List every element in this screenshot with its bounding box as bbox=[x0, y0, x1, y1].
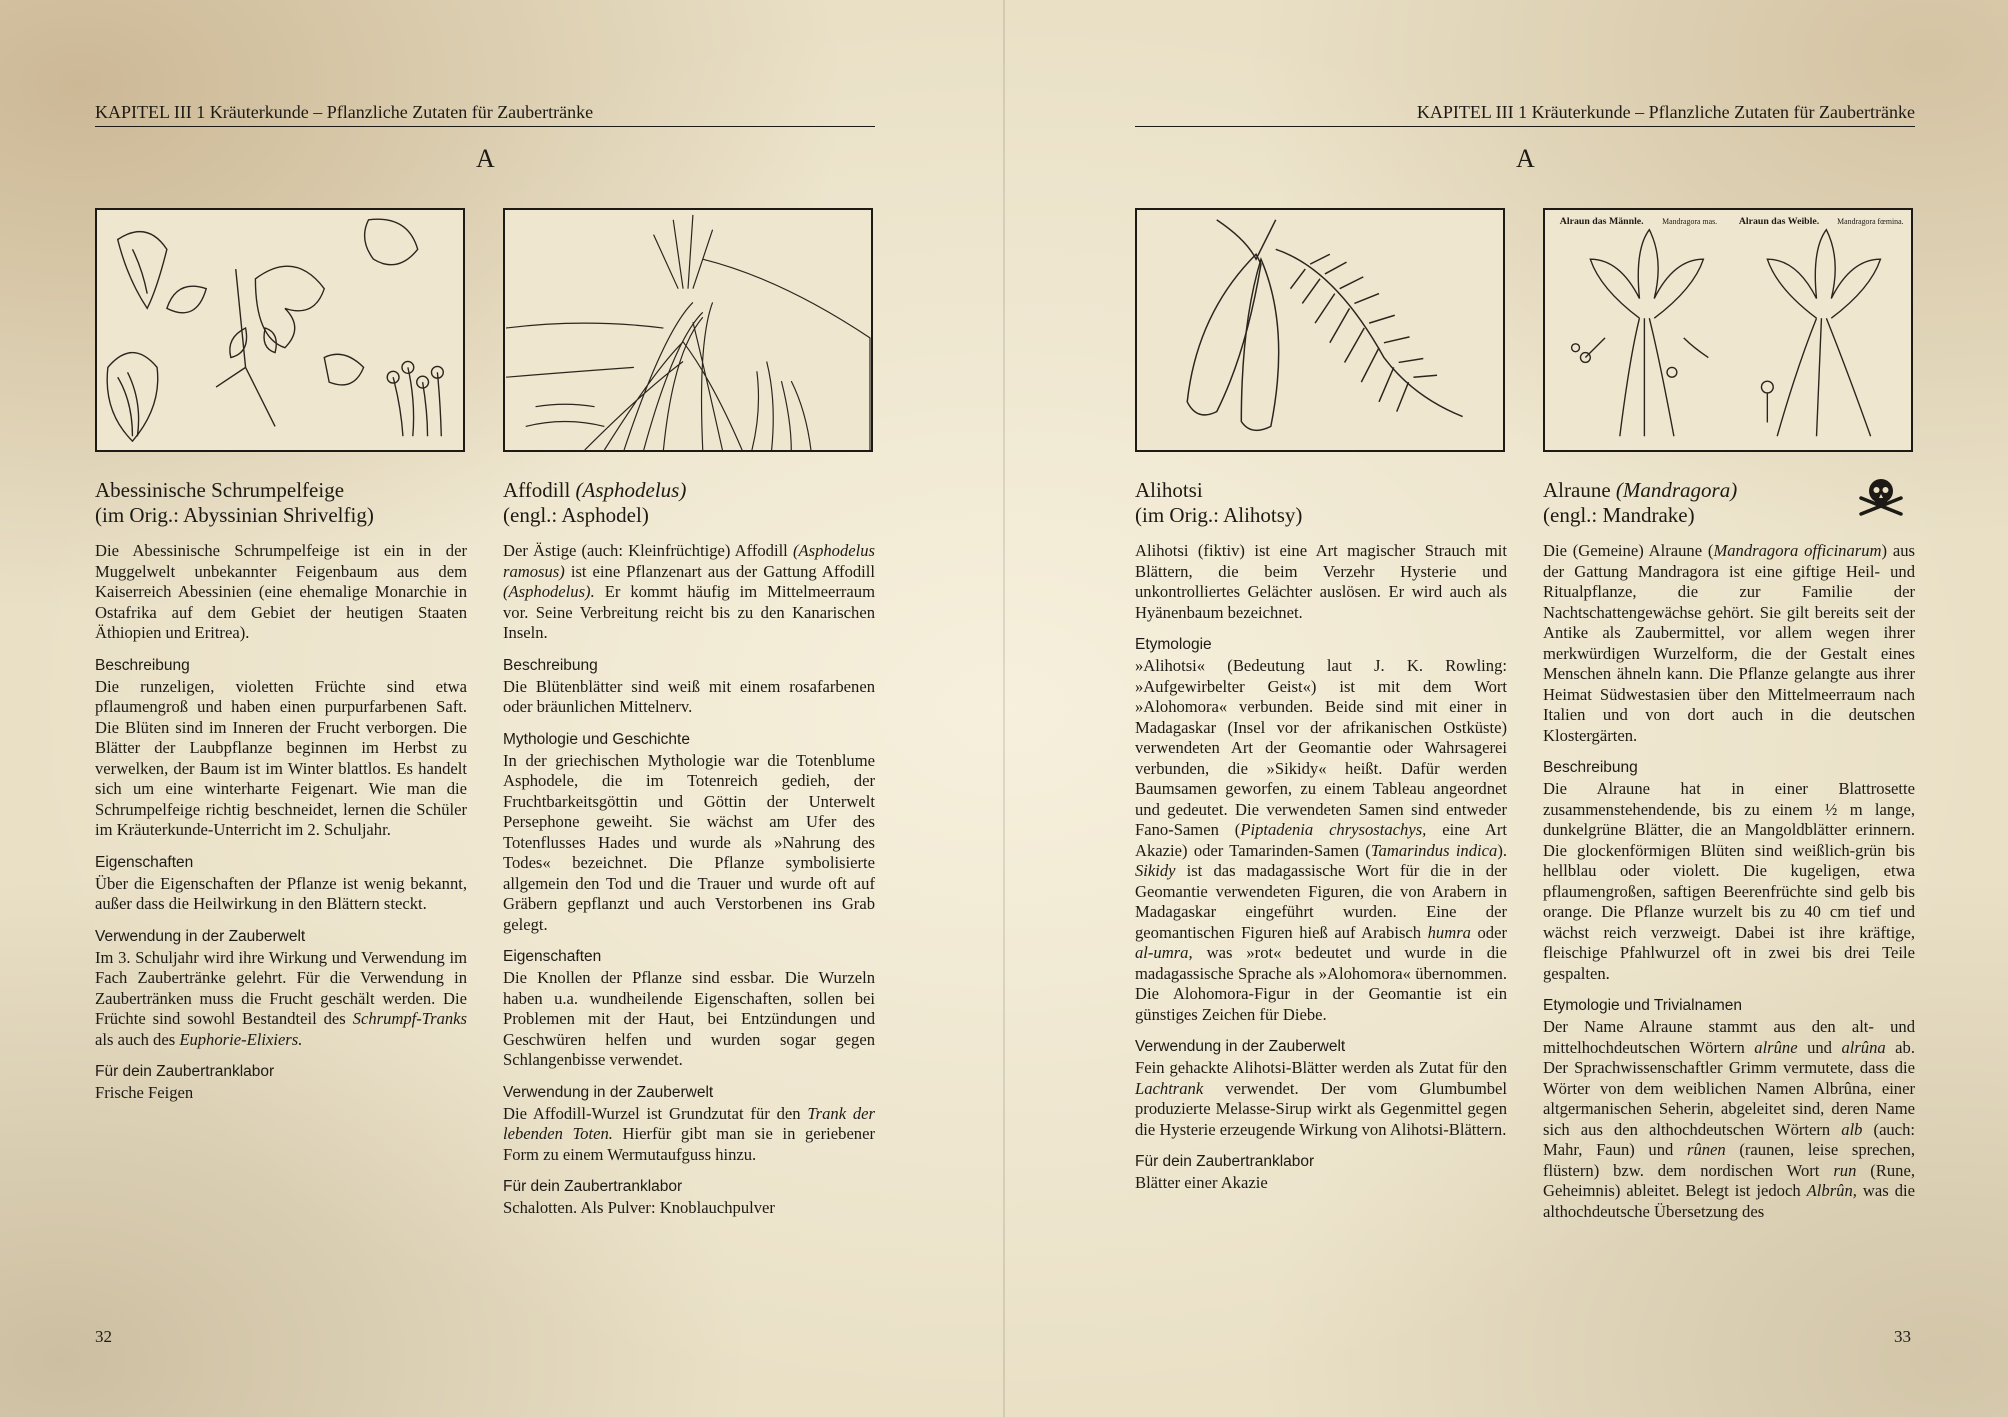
heading-labor: Für dein Zaubertranklabor bbox=[503, 1178, 683, 1195]
entry-intro: Die Abessinische Schrumpelfeige ist ein in der Muggelwelt unbekannter Feigenbaum aus dem Kaiserreich Abessinien (eine ehemalige Monarchie in Ostafrika auf dem Gebiet der heutigen Staaten Äthiopien und Eritrea). bbox=[95, 541, 467, 642]
entry-intro: Der Ästige (auch: Kleinfrüchtige) Affodill (Asphodelus ramosus) ist eine Pflanzenart aus der Gattung Affodill (Asphodelus). Er kommt häufig im Mittelmeerraum vor. Seine Verbreitung reicht bis zu den Kanarischen Inseln. bbox=[503, 541, 875, 642]
page-number-right: 33 bbox=[1894, 1327, 1911, 1346]
running-head-left: KAPITEL III 1 Kräuterkunde – Pflanzliche Zutaten für Zaubertränke bbox=[95, 100, 875, 127]
text-labor: Blätter einer Akazie bbox=[1135, 1173, 1268, 1192]
running-head-right: KAPITEL III 1 Kräuterkunde – Pflanzliche Zutaten für Zaubertränke bbox=[1135, 100, 1915, 127]
heading-verwendung: Verwendung in der Zauberwelt bbox=[503, 1083, 714, 1101]
figure-shrivelfig bbox=[95, 208, 465, 452]
entry-subtitle: (im Orig.: Alihotsy) bbox=[1135, 503, 1303, 527]
fig-pod-drawing bbox=[1137, 210, 1503, 450]
entry-affodill bbox=[503, 478, 875, 1219]
heading-etymologie: Etymologie bbox=[1135, 636, 1212, 653]
heading-labor: Für dein Zaubertranklabor bbox=[1135, 1153, 1315, 1170]
entry-title: Affodill (Asphodelus) bbox=[503, 478, 687, 502]
entry-subtitle: (engl.: Mandrake) bbox=[1543, 503, 1695, 527]
text-beschreibung: Die Alraune hat in einer Blattrosette zusammenstehendende, bis zu einem ½ m lange, dunkelgrüne Blätter, die an Mangoldblätter erinnern. Die glockenförmigen Blüten sind weißlich-grün bis hellblau oder violett. Die kugeligen, etwa pflaumengroßen, saftigen Beerenfrüchte sind gelb bis orange. Die Pflanze wurzelt bis zu 40 cm tief und wächst reich verzweigt. Dabei ist ihre kräftige, fleischige Pfahlwurzel oft in zwei bis drei Teile gespalten. bbox=[1543, 779, 1915, 983]
heading-etymologie: Etymologie und Trivialnamen bbox=[1543, 997, 1743, 1014]
section-letter-left: A bbox=[476, 144, 495, 173]
text-labor: Frische Feigen bbox=[95, 1083, 194, 1102]
fig-branch-drawing bbox=[97, 210, 463, 450]
skull-crossbones-icon bbox=[1855, 474, 1907, 520]
text-mythologie: In der griechischen Mythologie war die Totenblume Asphodele, die im Totenreich gedieh, der Fruchtbarkeitsgöttin und Göttin der Unterwelt Persephone geweiht. Sie wächst am Ufer des Totenflusses Hades und wurde als »Nahrung des Todes« bezeichnet. Die Pflanze symbolisierte allgemein den Tod und die Trauer und wurde oft auf Gräbern gepflanzt und auch Verstorbenen ins Grab gelegt. bbox=[503, 750, 875, 934]
heading-eigenschaften: Eigenschaften bbox=[95, 853, 194, 871]
text-beschreibung: Die runzeligen, violetten Früchte sind etwa pflaumengroß und haben einen purpurfarbenen Saft. Die Blüten sind im Inneren der Frucht verborgen. Die Blätter der Laubpflanze beginnen im Herbst zu verwelken, der Baum ist im Winter blattlos. Es handelt sich um eine winterharte Feigenart. Wie man die Schrumpelfeige richtig beschneidet, lernen die Schüler im Kräuterkunde-Unterricht im 2. Schuljahr. bbox=[95, 676, 467, 839]
fig-label-female: Alraun das Weible. bbox=[1738, 215, 1820, 227]
heading-beschreibung: Beschreibung bbox=[95, 656, 190, 674]
text-etymologie: Der Name Alraune stammt aus den alt- und mittelhochdeutschen Wörtern alrûne und alrûna ab. Der Sprachwissenschaftler Grimm vermutete, dass die Wörter von dem weiblichen Namen Albrûna, einer altgermanischen Seherin, abgeleitet sind, deren Name sich aus den althochdeutschen Wörtern alb (auch: Mahr, Faun) und rûnen (raunen, leise sprechen, flüstern) bzw. dem nordischen Wort run (Rune, Geheimnis) ableitet. Belegt ist jedoch Albrûn, was die althochdeutsche Übersetzung des bbox=[1543, 1017, 1915, 1221]
heading-eigenschaften: Eigenschaften bbox=[503, 948, 602, 965]
fig-label-male-latin: Mandragora mas. bbox=[1662, 216, 1718, 226]
fig-landscape-drawing bbox=[505, 210, 871, 450]
figure-asphodel bbox=[503, 208, 873, 452]
text-verwendung: Im 3. Schuljahr wird ihre Wirkung und Verwendung im Fach Zaubertränke gelehrt. Für die Verwendung in Zaubertränken muss die Frucht geschält werden. Die Früchte sind sowohl Bestandteil des Schrumpf-Tranks als auch des Euphorie-Elixiers. bbox=[95, 947, 467, 1049]
text-verwendung: Die Affodill-Wurzel ist Grundzutat für den Trank der lebenden Toten. Hierfür gibt man sie in geriebener Form zu einem Wermutaufguss hinzu. bbox=[503, 1103, 875, 1164]
entry-abessinische-schrumpelfeige bbox=[95, 478, 467, 1104]
heading-beschreibung: Beschreibung bbox=[503, 656, 598, 674]
heading-verwendung: Verwendung in der Zauberwelt bbox=[1135, 1038, 1346, 1055]
heading-mythologie: Mythologie und Geschichte bbox=[503, 730, 690, 748]
entry-subtitle: (engl.: Asphodel) bbox=[503, 503, 649, 527]
entry-alihotsi bbox=[1135, 478, 1507, 1194]
fig-mandrake-drawing bbox=[1545, 210, 1911, 450]
heading-labor: Für dein Zaubertranklabor bbox=[95, 1063, 275, 1080]
text-beschreibung: Die Blütenblätter sind weiß mit einem rosafarbenen oder bräunlichen Mittelnerv. bbox=[503, 676, 875, 716]
heading-verwendung: Verwendung in der Zauberwelt bbox=[95, 927, 306, 945]
entry-intro: Die (Gemeine) Alraune (Mandragora officinarum) aus der Gattung Mandragora ist eine giftige Heil- und Ritualpflanze, die zur Familie der Nachtschattengewächse gehört. Sie gilt bereits seit der Antike als Zaubermittel, vor allem wegen ihrer merkwürdigen Wurzelform, die der Gestalt eines Menschen ähneln kann. Die Pflanze gelangte aus ihrer Heimat Südwestasien über den Mittelmeerraum nach Italien und von dort auch in die deutschen Klostergärten. bbox=[1543, 541, 1915, 745]
figure-alihotsi bbox=[1135, 208, 1505, 452]
page-gutter bbox=[1003, 0, 1005, 1417]
entry-title: Alihotsi bbox=[1135, 478, 1203, 502]
entry-alraune bbox=[1543, 478, 1915, 1222]
entry-title: Abessinische Schrumpelfeige bbox=[95, 478, 345, 502]
page-number-left: 32 bbox=[95, 1327, 112, 1346]
entry-subtitle: (im Orig.: Abyssinian Shrivelfig) bbox=[95, 503, 374, 527]
fig-label-male: Alraun das Männle. bbox=[1559, 215, 1644, 227]
text-eigenschaften: Die Knollen der Pflanze sind essbar. Die Wurzeln haben u.a. wundheilende Eigenschaften, sollen bei Problemen mit der Haut, bei Entzündungen und Geschwüren helfen und wurden sogar gegen Schlangenbisse verwendet. bbox=[503, 968, 875, 1069]
text-verwendung: Fein gehackte Alihotsi-Blätter werden als Zutat für den Lachtrank verwendet. Der vom Glumbumbel produzierte Melasse-Sirup wirkt als Gegenmittel gegen die Hysterie erzeugende Wirkung von Alihotsi-Blättern. bbox=[1135, 1058, 1507, 1139]
section-letter-right: A bbox=[1516, 144, 1535, 173]
fig-label-female-latin: Mandragora fœmina. bbox=[1837, 216, 1904, 226]
entry-title: Alraune (Mandragora) bbox=[1543, 478, 1738, 502]
heading-beschreibung: Beschreibung bbox=[1543, 759, 1638, 776]
text-etymologie: »Alihotsi« (Bedeutung laut J. K. Rowling: »Aufgewirbelter Geist«) ist mit dem Wort »Alohomora« verbunden. Beide sind mit einer in Madagaskar (Insel vor der afrikanischen Ostküste) verwendeten Art der Geomantie oder Wahrsagerei verbunden, die »Sikidy« heißt. Dafür werden Baumsamen geworfen, zu einem Tableau angeordnet und gedeutet. Die verwendeten Samen sind entweder Fano-Samen (Piptadenia chrysostachys, eine Art Akazie) oder Tamarinden-Samen (Tamarindus indica). Sikidy ist das madagassische Wort für die in der Geomantie verwendeten Figuren, die von Arabern in Madagaskar eingeführt wurden. Eine der geomantischen Figuren hieß auf Arabisch humra oder al-umra, was »rot« bedeutet und wurde in die madagassische Sprache als »Alohomora« übernommen. Die Alohomora-Figur in der Geomantie ist ein günstiges Zeichen für Diebe. bbox=[1135, 656, 1507, 1024]
figure-mandrake bbox=[1543, 208, 1913, 452]
text-eigenschaften: Über die Eigenschaften der Pflanze ist wenig bekannt, außer dass die Heilwirkung in den Blättern steckt. bbox=[95, 873, 467, 913]
text-labor: Schalotten. Als Pulver: Knoblauchpulver bbox=[503, 1198, 775, 1217]
entry-intro: Alihotsi (fiktiv) ist eine Art magischer Strauch mit Blättern, die beim Verzehr Hysterie und unkontrolliertes Gelächter auslösen. Er wird auch als Hyänenbaum bezeichnet. bbox=[1135, 541, 1507, 622]
